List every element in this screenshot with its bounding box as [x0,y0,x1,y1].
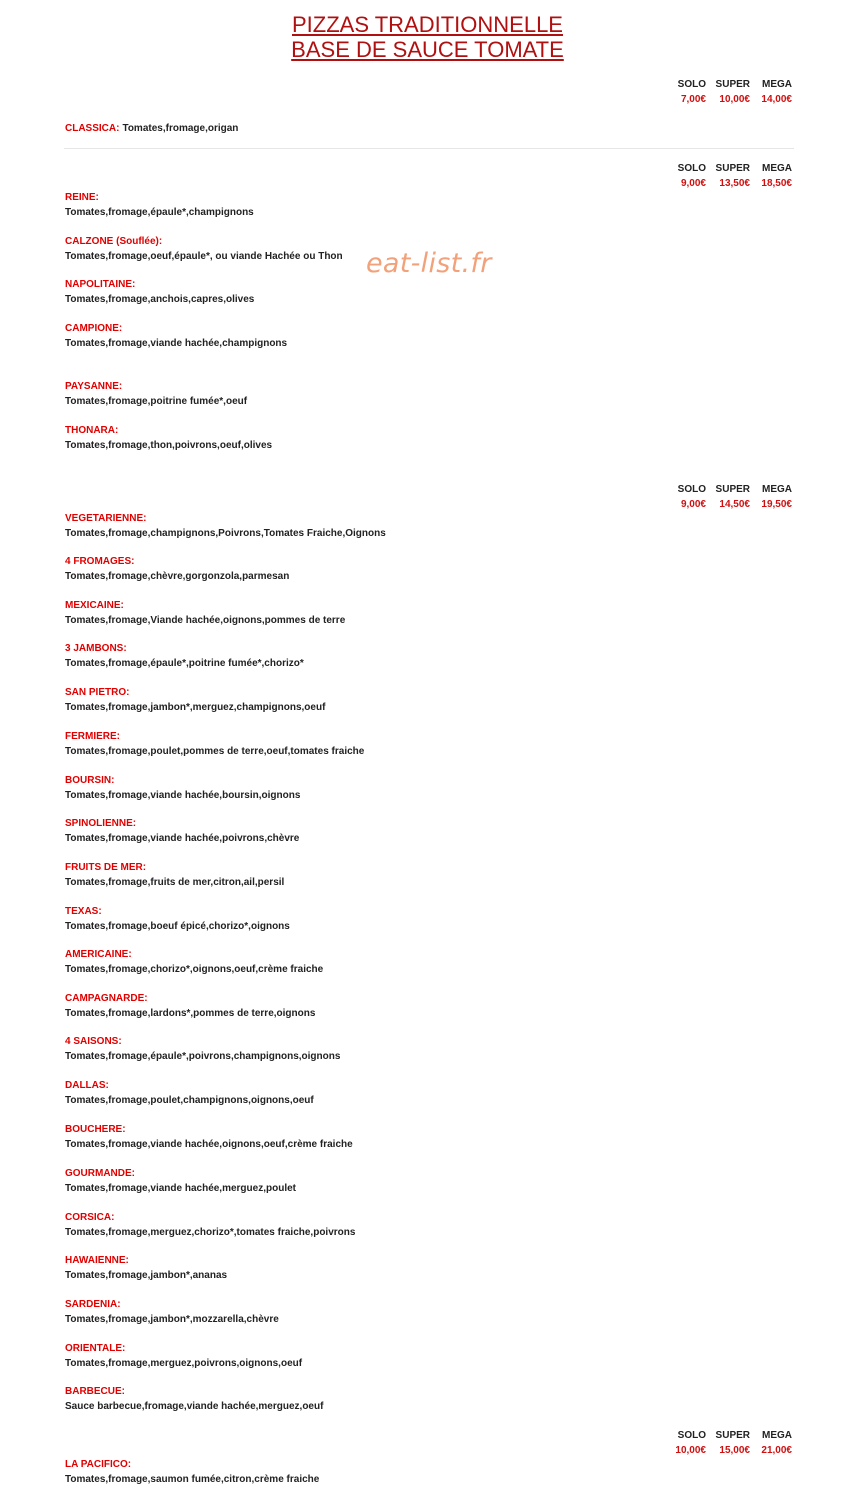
size-super-label: SUPER [715,484,750,495]
menu-item-fruits-de-mer [65,860,284,890]
item-name: DALLAS: [65,1080,109,1091]
menu-item-fermiere [65,729,364,759]
menu-item-napolitaine [65,277,254,307]
item-name: GOURMANDE: [65,1168,135,1179]
menu-item-corsica [65,1210,355,1240]
menu-item-spinolienne [65,816,299,846]
item-description: Tomates,fromage,épaule*,poitrine fumée*,chorizo* [65,658,304,669]
item-name: BOUCHERE: [65,1124,126,1135]
item-name: 4 FROMAGES: [65,556,135,567]
item-description: Tomates,fromage,poitrine fumée*,oeuf [65,396,248,407]
menu-item-calzone [65,234,343,264]
item-description: Tomates,fromage,jambon*,merguez,champignons,oeuf [65,702,326,713]
item-description: Tomates,fromage,chèvre,gorgonzola,parmesan [65,571,290,582]
item-name: CAMPIONE: [65,323,123,334]
menu-item-vegetarienne [65,511,386,541]
menu-item-4-fromages [65,554,289,584]
item-description: Tomates,fromage,viande hachée,merguez,poulet [65,1183,296,1194]
menu-item-paysanne [65,379,247,409]
item-description: Tomates,fromage,Viande hachée,oignons,pommes de terre [65,615,346,626]
item-description: Tomates,fromage,lardons*,pommes de terre,oignons [65,1008,316,1019]
price-row [664,176,794,191]
item-name: BARBECUE: [65,1386,125,1397]
page-title [0,12,842,62]
menu-item-barbecue [65,1384,323,1414]
menu-item-classica [65,121,238,136]
section-divider [64,148,794,149]
price-solo: 7,00€ [680,94,706,105]
size-labels [664,482,794,497]
item-name: CALZONE (Souflée): [65,236,163,247]
size-mega-label: MEGA [762,1430,792,1441]
item-description: Tomates,fromage,merguez,poivrons,oignons,oeuf [65,1358,303,1369]
item-name: VEGETARIENNE: [65,513,147,524]
menu-item-la-pacifico [65,1457,319,1487]
size-mega-label: MEGA [762,484,792,495]
item-name: TEXAS: [65,906,102,917]
price-row [664,1443,794,1458]
item-description: Tomates,fromage,merguez,chorizo*,tomates fraiche,poivrons [65,1227,356,1238]
price-mega: 14,00€ [761,94,792,105]
price-header-group-1 [664,77,794,107]
price-solo: 9,00€ [680,178,706,189]
item-description: Tomates,fromage,épaule*,poivrons,champignons,oignons [65,1051,341,1062]
price-header-group-3 [664,482,794,512]
item-name: CORSICA: [65,1212,115,1223]
item-description: Tomates,fromage,poulet,pommes de terre,oeuf,tomates fraiche [65,746,365,757]
item-description: Tomates,fromage,viande hachée,boursin,oignons [65,790,301,801]
item-description: Tomates,fromage,viande hachée,oignons,oeuf,crème fraiche [65,1139,353,1150]
item-name: NAPOLITAINE: [65,279,136,290]
item-name: SPINOLIENNE: [65,818,137,829]
item-description: Tomates,fromage,thon,poivrons,oeuf,olives [65,440,273,451]
size-labels [664,161,794,176]
item-description: Tomates,fromage,épaule*,champignons [65,207,254,218]
watermark: eat-list.fr [366,248,492,279]
item-name: SARDENIA: [65,1299,121,1310]
menu-item-gourmande [65,1166,296,1196]
item-name: HAWAIENNE: [65,1255,129,1266]
size-solo-label: SOLO [677,163,706,174]
item-description: Tomates,fromage,viande hachée,champignons [65,338,288,349]
size-labels [664,77,794,92]
item-name: CLASSICA: [65,123,120,134]
item-name: 4 SAISONS: [65,1036,122,1047]
item-name: THONARA: [65,425,119,436]
price-mega: 18,50€ [761,178,792,189]
menu-item-thonara [65,423,272,453]
size-super-label: SUPER [715,163,750,174]
item-name: AMERICAINE: [65,949,132,960]
item-description: Tomates,fromage,champignons,Poivrons,Tomates Fraiche,Oignons [65,528,386,539]
item-name: SAN PIETRO: [65,687,130,698]
menu-item-reine [65,190,254,220]
title-line-1: PIZZAS TRADITIONNELLE [292,12,563,37]
size-mega-label: MEGA [762,163,792,174]
item-description: Tomates,fromage,jambon*,mozzarella,chèvre [65,1314,279,1325]
item-name: ORIENTALE: [65,1343,126,1354]
price-mega: 21,00€ [761,1445,792,1456]
item-name: PAYSANNE: [65,381,123,392]
menu-item-campagnarde [65,991,315,1021]
item-description: Tomates,fromage,oeuf,épaule*, ou viande Hachée ou Thon [65,251,343,262]
item-description: Tomates,fromage,origan [122,123,239,134]
price-header-group-2 [664,161,794,191]
menu-item-mexicaine [65,598,345,628]
menu-item-dallas [65,1078,314,1108]
price-row [664,92,794,107]
menu-item-4-saisons [65,1034,340,1064]
item-description: Tomates,fromage,boeuf épicé,chorizo*,oignons [65,921,290,932]
price-row [664,497,794,512]
menu-item-san-pietro [65,685,325,715]
menu-item-americaine [65,947,323,977]
price-solo: 10,00€ [675,1445,706,1456]
size-solo-label: SOLO [677,1430,706,1441]
item-description: Tomates,fromage,poulet,champignons,oignons,oeuf [65,1095,314,1106]
size-super-label: SUPER [715,79,750,90]
price-header-group-4 [664,1428,794,1458]
title-line-2: BASE DE SAUCE TOMATE [291,37,564,62]
item-name: MEXICAINE: [65,600,124,611]
menu-item-boursin [65,773,300,803]
item-name: CAMPAGNARDE: [65,993,148,1004]
price-super: 10,00€ [719,94,750,105]
menu-item-campione [65,321,287,351]
menu-item-3-jambons [65,641,304,671]
item-description: Sauce barbecue,fromage,viande hachée,merguez,oeuf [65,1401,324,1412]
price-super: 14,50€ [719,499,750,510]
item-name: FERMIERE: [65,731,120,742]
price-super: 15,00€ [719,1445,750,1456]
item-description: Tomates,fromage,saumon fumée,citron,crème fraiche [65,1474,320,1485]
price-mega: 19,50€ [761,499,792,510]
item-description: Tomates,fromage,chorizo*,oignons,oeuf,crème fraiche [65,964,324,975]
price-super: 13,50€ [719,178,750,189]
size-mega-label: MEGA [762,79,792,90]
item-description: Tomates,fromage,jambon*,ananas [65,1270,228,1281]
item-name: 3 JAMBONS: [65,643,127,654]
item-name: BOURSIN: [65,775,115,786]
menu-item-orientale [65,1341,302,1371]
size-labels [664,1428,794,1443]
item-description: Tomates,fromage,viande hachée,poivrons,chèvre [65,833,300,844]
item-description: Tomates,fromage,anchois,capres,olives [65,294,255,305]
item-name: FRUITS DE MER: [65,862,147,873]
menu-item-hawaienne [65,1253,227,1283]
menu-item-sardenia [65,1297,279,1327]
menu-item-texas [65,904,290,934]
size-solo-label: SOLO [677,484,706,495]
item-name: REINE: [65,192,99,203]
size-solo-label: SOLO [677,79,706,90]
menu-item-bouchere [65,1122,353,1152]
size-super-label: SUPER [715,1430,750,1441]
price-solo: 9,00€ [680,499,706,510]
item-name: LA PACIFICO: [65,1459,132,1470]
item-description: Tomates,fromage,fruits de mer,citron,ail,persil [65,877,285,888]
